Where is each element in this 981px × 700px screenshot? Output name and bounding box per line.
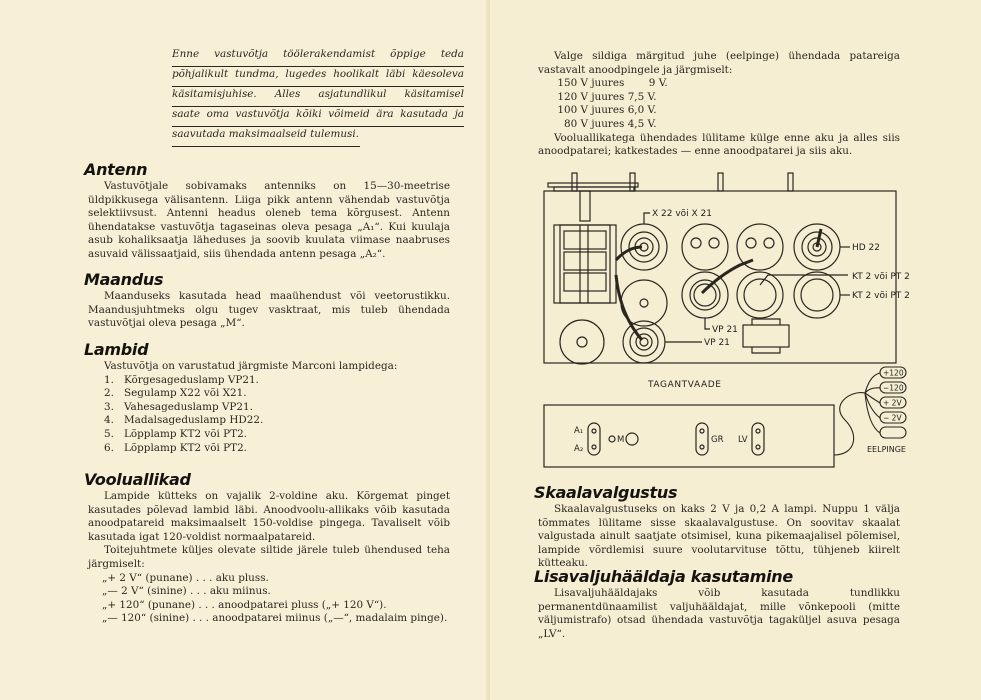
- voltage-table: [538, 77, 900, 131]
- wire-item: „+ 2 V“ (punane) . . . aku pluss.: [102, 571, 269, 584]
- lamp-item: [88, 401, 450, 415]
- heading-vooluallikad: Vooluallikad: [84, 470, 191, 489]
- maandus-text: Maanduseks kasutada head maaühendust või veetorustikku. Maandusjuhtmeks olgu tugev vasktraat, mis tuleb ühendada vastuvõtjai oleva pesaga „M“.: [88, 290, 450, 330]
- lead-plus2v: + 2V: [883, 398, 902, 408]
- label-a2: A₂: [574, 444, 584, 454]
- diagram-caption: TAGANTVAADE: [648, 380, 722, 390]
- section-antenn: [84, 160, 450, 262]
- antenn-text: Vastuvõtjale sobivamaks antenniks on 15—30-meetrise üldpikkusega välisantenn. Liiga pikk antenn vähendab vastuvõtja selektiivsust. Antenni headus oleneb tema kõrgusest. Antenn ühendatakse vastuvõtja tagaseinas oleva pesaga „A₁“. Kui kuulaja asub kohaliksaatja läheduses ja soovib kuulata viimase naabruses asuvaid välissaatjaid, siis ühendada antenn pesaga „A₂“.: [88, 180, 450, 260]
- tube-kt2-socket: [737, 272, 783, 318]
- juures-word: juures: [591, 90, 625, 103]
- lisa-text: Lisavaljuhääldajaks võib kasutada tundlikku permanentdünaamilist valjuhääldajat, mille võnkepooli (mitte väljumistrafo) otsad ühendada vastuvõtja tagaküljel asuva pesaga „LV“.: [538, 587, 900, 640]
- intro-line: Enne vastuvõtja töölerakendamist õppige teda: [172, 47, 464, 67]
- juures-word: juures: [591, 104, 625, 117]
- power-cable: [834, 367, 906, 455]
- lead-eelpinge: EELPINGE: [867, 445, 906, 454]
- connect-order-text: Vooluallikatega ühendades lülitame külge enne aku ja alles siis anoodpatarei; katkestades — enne anoodpatarei ja siis aku.: [538, 131, 900, 158]
- ground-socket: [609, 436, 615, 442]
- lamp-item: [88, 374, 450, 388]
- label-m: M: [617, 435, 625, 445]
- socket-two-hole: [682, 224, 728, 270]
- transformer-icon: [743, 319, 789, 353]
- heading-lisavaljuhaaldaja: Lisavaljuhääldaja kasutamine: [534, 567, 793, 586]
- lamp-text: Vahesageduslamp VP21.: [124, 400, 253, 413]
- socket-single-hole: [560, 320, 604, 364]
- label-vp21-a: VP 21: [712, 325, 738, 335]
- bias-voltage: 6,0 V.: [627, 104, 657, 117]
- lamp-num: 3.: [104, 400, 114, 413]
- intro-line: põhjalikult tundma, lugedes hoolikalt läbi käesoleva: [172, 67, 464, 87]
- lamp-num: 2.: [104, 387, 114, 400]
- anode-voltage: 120 V: [557, 90, 588, 103]
- lamp-num: 6.: [104, 441, 114, 454]
- eelpinge-intro: Valge sildiga märgitud juhe (eelpinge) ühendada patareiga vastavalt anoodpingele ja järgmiselt:: [538, 50, 900, 76]
- intro-line: käsitamisjuhise. Alles asjatundlikul käsitamisel: [172, 87, 464, 107]
- section-maandus: [84, 270, 450, 331]
- label-vp21-b: VP 21: [704, 338, 730, 348]
- left-page: [0, 0, 490, 700]
- voltage-row: [538, 77, 900, 91]
- lamp-text: Madalsageduslamp HD22.: [124, 414, 264, 427]
- lambid-intro: Vastuvõtja on varustatud järgmiste Marconi lampidega:: [104, 360, 398, 372]
- label-gr: GR: [711, 435, 724, 445]
- lamp-text: Lõpplamp KT2 või PT2.: [124, 441, 247, 454]
- heading-skaalavalgustus: Skaalavalgustus: [534, 483, 678, 502]
- capacitor-icon: [554, 191, 616, 303]
- tube-vp21-socket: [682, 272, 728, 318]
- lead-plus120: +120: [883, 368, 904, 378]
- label-kt2-a: KT 2 või PT 2: [852, 272, 910, 282]
- label-x22: X 22 või X 21: [652, 209, 713, 219]
- bias-voltage: 7,5 V.: [627, 90, 657, 103]
- lamp-item: [88, 442, 450, 456]
- section-skaalavalgustus: [534, 483, 900, 571]
- lamp-item: [88, 387, 450, 401]
- wire-item: „+ 120“ (punane) . . . anoodpatarei pluss („+ 120 V“).: [102, 598, 387, 611]
- anode-voltage: 150 V: [557, 77, 588, 90]
- anode-voltage: 80 V: [563, 117, 588, 130]
- section-vooluallikad: [84, 470, 450, 626]
- label-lv: LV: [738, 435, 748, 445]
- bias-voltage: 4,5 V.: [627, 117, 657, 130]
- vooluallikad-p2: Toitejuhtmete küljes olevate siltide järele tuleb ühendused teha järgmiselt:: [88, 544, 450, 570]
- voltage-row: [538, 104, 900, 118]
- wire-item: „— 2 V“ (sinine) . . . aku miinus.: [102, 585, 271, 598]
- section-lambid: [84, 340, 450, 455]
- intro-box: [172, 47, 464, 147]
- juures-word: juures: [591, 117, 625, 130]
- right-column-top: [538, 50, 900, 159]
- lamp-item: [88, 428, 450, 442]
- wire-item: „— 120“ (sinine) . . . anoodpatarei miinus („—“, madalaim pinge).: [102, 612, 448, 625]
- vooluallikad-p1: Lampide kütteks on vajalik 2-voldine aku. Kõrgemat pinget kasutades põlevad lambid läbi. Anoodvoolu-allikaks võib kasutada anoodpatareid maksimaalselt 150-voldise pingega. Tavaliselt võib kasutada igat 120-voldist normaalpatareid.: [88, 490, 450, 543]
- label-hd22: HD 22: [852, 243, 881, 253]
- skaala-text: Skaalavalgustuseks on kaks 2 V ja 0,2 A lampi. Nuppu 1 välja tõmmates lülitame sisse skaalavalgustuse. On soovitav skaalat valgustada ainult saatjate otsimisel, kuna pikemaajalisel põlemisel, lampide võrdlemisi suure voolutarvituse tõttu, tühjeneb kiirelt kütteaku.: [538, 503, 900, 570]
- chassis-pegs: [548, 173, 793, 191]
- voltage-row: [538, 91, 900, 105]
- tube-kt2-socket: [794, 272, 840, 318]
- lamp-list: [88, 374, 450, 456]
- wire-list: [88, 572, 450, 626]
- label-a1: A₁: [574, 426, 584, 436]
- lamp-text: Kõrgesageduslamp VP21.: [124, 373, 259, 386]
- voltage-row: [538, 118, 900, 132]
- bias-voltage: 9 V.: [648, 77, 668, 90]
- section-lisavaljuhaaldaja: [534, 567, 900, 641]
- label-kt2-b: KT 2 või PT 2: [852, 291, 910, 301]
- lamp-text: Lõpplamp KT2 või PT2.: [124, 427, 247, 440]
- lamp-num: 4.: [104, 414, 114, 427]
- juures-word: juures: [591, 77, 625, 90]
- tube-vp21-socket: [623, 321, 665, 363]
- gr-socket: [696, 423, 708, 455]
- lv-socket: [752, 423, 764, 455]
- lead-minus120: −120: [883, 383, 904, 393]
- tube-x22-socket: [621, 224, 667, 270]
- lamp-item: [88, 414, 450, 428]
- lamp-num: 1.: [104, 373, 114, 386]
- knob-icon: [626, 433, 638, 445]
- anode-voltage: 100 V: [557, 104, 588, 117]
- heading-maandus: Maandus: [84, 270, 164, 289]
- intro-line: saavutada maksimaalseid tulemusi.: [172, 127, 360, 147]
- lead-minus2v: − 2V: [883, 413, 902, 423]
- antenna-socket: [588, 423, 600, 455]
- receiver-rear-view-diagram: [530, 165, 910, 475]
- heading-lambid: Lambid: [84, 340, 149, 359]
- intro-line: saate oma vastuvõtja kõiki võimeid ära kasutada ja: [172, 107, 464, 127]
- heading-antenn: Antenn: [84, 160, 148, 179]
- lamp-text: Segulamp X22 või X21.: [124, 387, 247, 400]
- lamp-num: 5.: [104, 427, 114, 440]
